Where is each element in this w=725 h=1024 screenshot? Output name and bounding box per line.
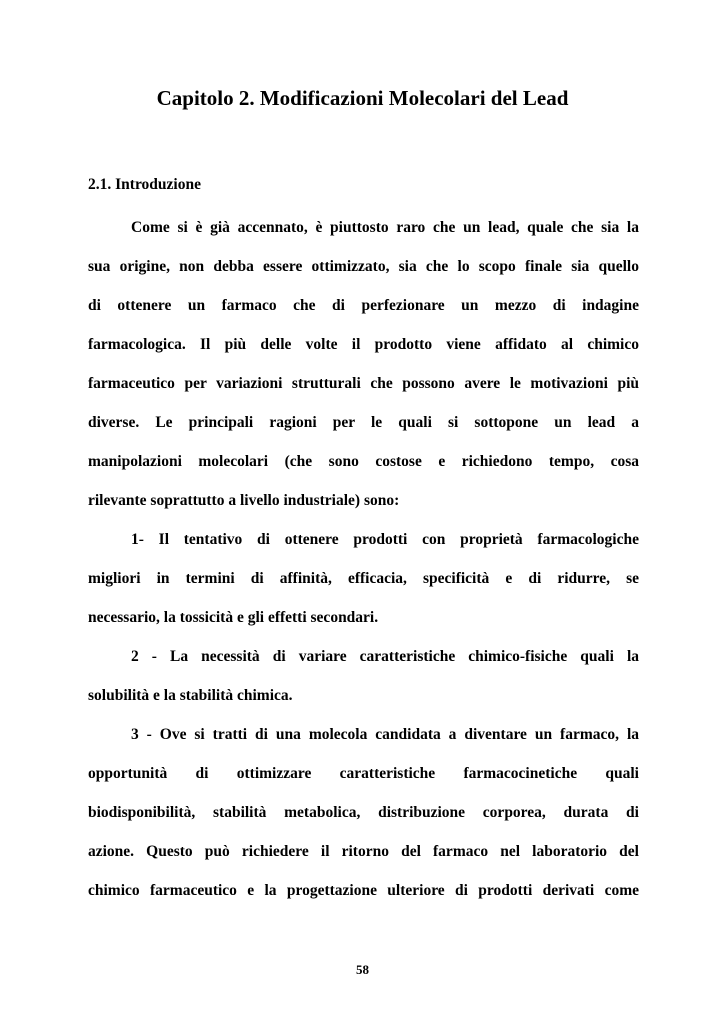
paragraph-line: di ottenere un farmaco che di perfezionare un mezzo di indagine — [88, 297, 639, 314]
paragraph-line: sua origine, non debba essere ottimizzato, sia che lo scopo finale sia quello — [88, 258, 639, 275]
page-number: 58 — [356, 962, 369, 977]
list-item-line: 1- Il tentativo di ottenere prodotti con proprietà farmacologiche — [131, 531, 639, 548]
paragraph-line: rilevante soprattutto a livello industriale) sono: — [88, 492, 400, 509]
list-item-line: necessario, la tossicità e gli effetti secondari. — [88, 609, 379, 626]
list-item-line: 3 - Ove si tratti di una molecola candidata a diventare un farmaco, la — [131, 726, 639, 743]
list-item-line: solubilità e la stabilità chimica. — [88, 687, 293, 704]
paragraph-line: farmaceutico per variazioni strutturali che possono avere le motivazioni più — [88, 375, 639, 392]
paragraph-line: manipolazioni molecolari (che sono costose e richiedono tempo, cosa — [88, 453, 639, 470]
list-item-line: chimico farmaceutico e la progettazione ulteriore di prodotti derivati come — [88, 882, 639, 899]
paragraph-line: Come si è già accennato, è piuttosto raro che un lead, quale che sia la — [131, 219, 639, 236]
list-item-line: azione. Questo può richiedere il ritorno del farmaco nel laboratorio del — [88, 843, 639, 860]
paragraph-line: diverse. Le principali ragioni per le quali si sottopone un lead a — [88, 414, 639, 431]
list-item-line: opportunità di ottimizzare caratteristiche farmacocinetiche quali — [88, 765, 639, 782]
chapter-title: Capitolo 2. Modificazioni Molecolari del Lead — [156, 86, 569, 110]
section-title: 2.1. Introduzione — [88, 176, 201, 193]
paragraph-line: farmacologica. Il più delle volte il prodotto viene affidato al chimico — [88, 336, 639, 353]
list-item-line: migliori in termini di affinità, efficacia, specificità e di ridurre, se — [88, 570, 639, 587]
list-item-line: biodisponibilità, stabilità metabolica, distribuzione corporea, durata di — [88, 804, 639, 821]
list-item-line: 2 - La necessità di variare caratteristiche chimico-fisiche quali la — [131, 648, 639, 665]
